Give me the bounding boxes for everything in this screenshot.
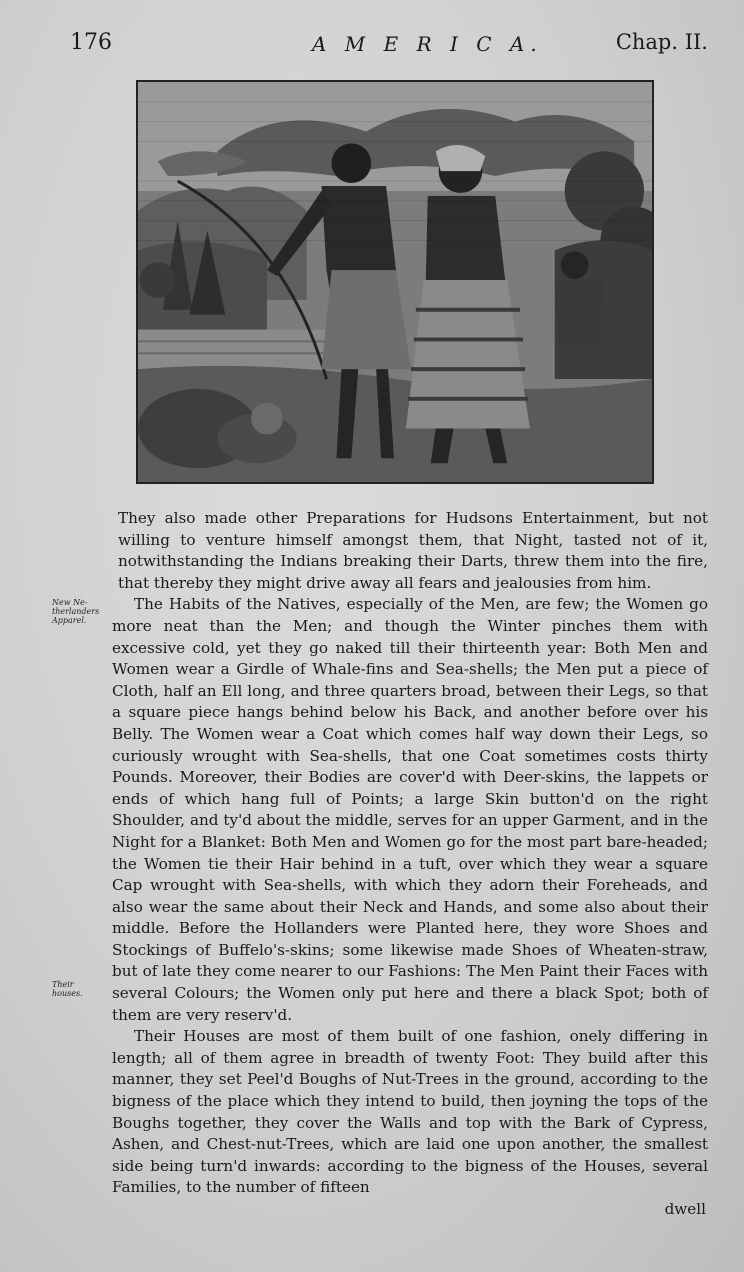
running-head (0, 28, 744, 62)
running-title: A M E R I C A. (312, 32, 543, 56)
paragraph-houses: Their Houses are most of them built of one fashion, onely differing in length; all of them agree in breadth of twenty Foot: They build after this manner, they set Peel'd Boughs of Nut-Trees in the ground, according to the bigness of the place which they intend to build, then joyning the tops of the Boughs together, they cover the Walls and top with the Bark of Cypress, Ashen, and Chest-nut-Trees, which are laid one upon another, the smallest side being turn'd inwards: according to the bigness of the Houses, several Families, to the number of fifteen (112, 1027, 708, 1197)
engraving-plate (136, 80, 654, 484)
paragraph-hudson: They also made other Preparations for Hudsons Entertainment, but not willing to venture himself amongst them, that Night, tasted not of it, notwithstanding the Indians breaking their Darts, threw them into the fire, that thereby they might drive away all fears and jealousies from him. (118, 509, 708, 592)
engraving-illustration (138, 82, 652, 482)
body-text (112, 508, 708, 1221)
catchword: dwell (664, 1200, 706, 1218)
page-number: 176 (70, 30, 112, 55)
margin-note-houses: Their houses. (52, 980, 83, 998)
paragraph-habits: The Habits of the Natives, especially of the Men, are few; the Women go more neat than the Men; and though the Winter pinches them with excessive cold, yet they go naked till their thirteenth year: Both Men and Women wear a Girdle of Whale-fins and Sea-shells; the Men put a piece of Cloth, half an Ell long, and three quarters broad, between their Legs, so that a square piece hangs behind below his Back, and another before over his Belly. The Women wear a Coat which comes half way down their Legs, so curiously wrought with Sea-shells, that one Coat sometimes costs thirty Pounds. Moreover, their Bodies are cover'd with Deer-skins, the lappets or ends of which hang full of Points; a large Skin button'd on the right Shoulder, and ty'd about the middle, serves for an upper Garment, and in the Night for a Blanket: Both Men and Women go for the most part bare-headed; the Women tie their Hair behind in a tuft, over which they wear a square Cap wrought with Sea-shells, with which they adorn their Foreheads, and also wear the same about their Neck and Hands, and some also about their middle. Before the Hollanders were Planted here, they wore Shoes and Stockings of Buffelo's-skins; some likewise made Shoes of Wheaten-straw, but of late they come nearer to our Fashions: The Men Paint their Faces with several Colours; the Women only put here and there a black Spot; both of them are very reserv'd. (112, 595, 708, 1024)
margin-note-apparel: New Ne-therlanders Apparel. (52, 598, 100, 625)
chapter-label: Chap. II. (615, 30, 708, 54)
